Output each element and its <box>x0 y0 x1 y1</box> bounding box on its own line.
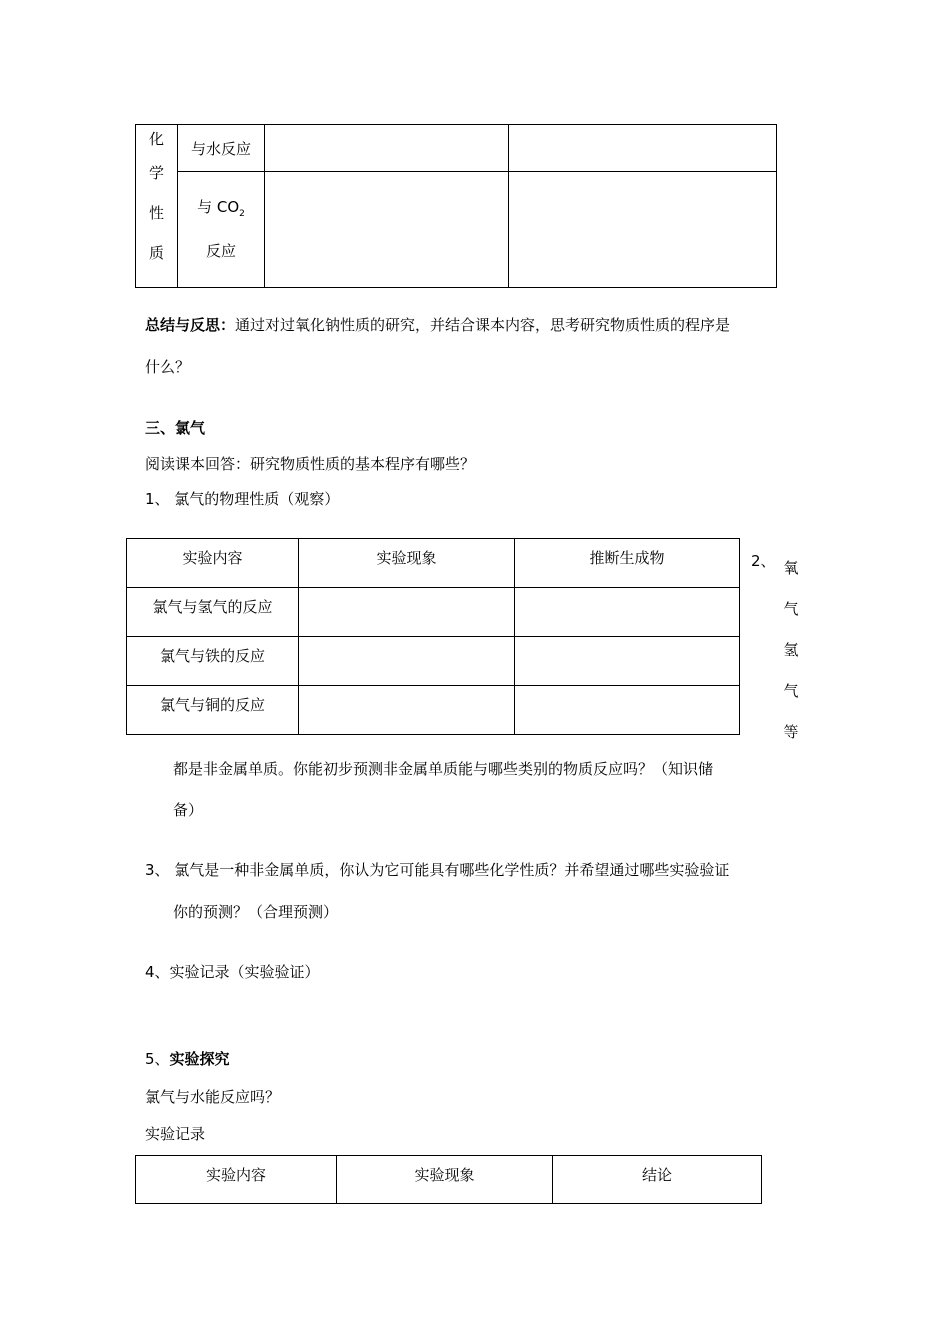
item-2-line2: 备） <box>173 801 204 819</box>
table-cell[interactable] <box>299 686 515 735</box>
table-header: 实验内容 <box>127 539 299 588</box>
item-4: 4、实验记录（实验验证） <box>145 963 320 981</box>
table-cell[interactable] <box>515 686 740 735</box>
table-cell[interactable] <box>509 125 777 172</box>
vertical-char: 氢 <box>783 641 799 659</box>
vertical-char: 气 <box>783 600 799 618</box>
item-5-heading <box>145 1048 230 1069</box>
row-label-co2 <box>178 172 265 288</box>
item-5-title: 实验探究 <box>169 1050 230 1068</box>
table-cell[interactable] <box>299 637 515 686</box>
item-3-line2: 你的预测？（合理预测） <box>173 903 339 921</box>
side-char: 学 <box>148 164 164 182</box>
table-header: 实验现象 <box>337 1156 553 1204</box>
side-char: 性 <box>148 204 164 222</box>
summary-text-line2: 什么？ <box>145 358 191 376</box>
section-title: 三、氯气 <box>145 419 206 437</box>
item-5-number: 5、 <box>145 1050 170 1068</box>
chlorine-reaction-table <box>126 538 740 735</box>
item-3-line1: 3、 氯气是一种非金属单质，你认为它可能具有哪些化学性质？并希望通过哪些实验验证 <box>145 861 730 879</box>
table-cell[interactable] <box>299 588 515 637</box>
table-cell[interactable] <box>515 637 740 686</box>
item-1: 1、 氯气的物理性质（观察） <box>145 490 340 508</box>
vertical-char: 氧 <box>783 559 799 577</box>
table-header: 推断生成物 <box>515 539 740 588</box>
item-2-vertical-text <box>781 548 801 753</box>
item-5-record: 实验记录 <box>145 1125 206 1143</box>
table-cell[interactable] <box>265 125 509 172</box>
table-header: 实验现象 <box>299 539 515 588</box>
properties-table <box>135 124 777 288</box>
table-cell[interactable] <box>265 172 509 288</box>
row-label-co2-line2: 反应 <box>205 242 236 260</box>
table-header: 结论 <box>553 1156 762 1204</box>
summary-text: 通过对过氧化钠性质的研究，并结合课本内容，思考研究物质性质的程序是 <box>235 316 731 334</box>
section-question: 阅读课本回答：研究物质性质的基本程序有哪些？ <box>145 455 476 473</box>
summary-paragraph <box>145 314 825 335</box>
table-cell[interactable] <box>509 172 777 288</box>
item-2-line1: 都是非金属单质。你能初步预测非金属单质能与哪些类别的物质反应吗？（知识储 <box>173 760 714 778</box>
table-cell[interactable] <box>515 588 740 637</box>
vertical-char: 气 <box>783 682 799 700</box>
summary-label: 总结与反思： <box>145 316 236 334</box>
side-label-cell <box>136 125 178 288</box>
item-2-number: 2、 <box>751 552 776 570</box>
side-char: 质 <box>148 244 164 262</box>
vertical-char: 等 <box>783 723 799 741</box>
table-row-label: 氯气与氢气的反应 <box>127 588 299 637</box>
row-label-water: 与水反应 <box>178 125 265 172</box>
item-5-question: 氯气与水能反应吗？ <box>145 1088 281 1106</box>
table-row-label: 氯气与铜的反应 <box>127 686 299 735</box>
row-label-co2-line1: 与 $CO_2$ <box>197 198 245 219</box>
table-row-label: 氯气与铁的反应 <box>127 637 299 686</box>
side-char: 化 <box>148 130 164 148</box>
table-header: 实验内容 <box>136 1156 337 1204</box>
water-reaction-table <box>135 1155 762 1204</box>
